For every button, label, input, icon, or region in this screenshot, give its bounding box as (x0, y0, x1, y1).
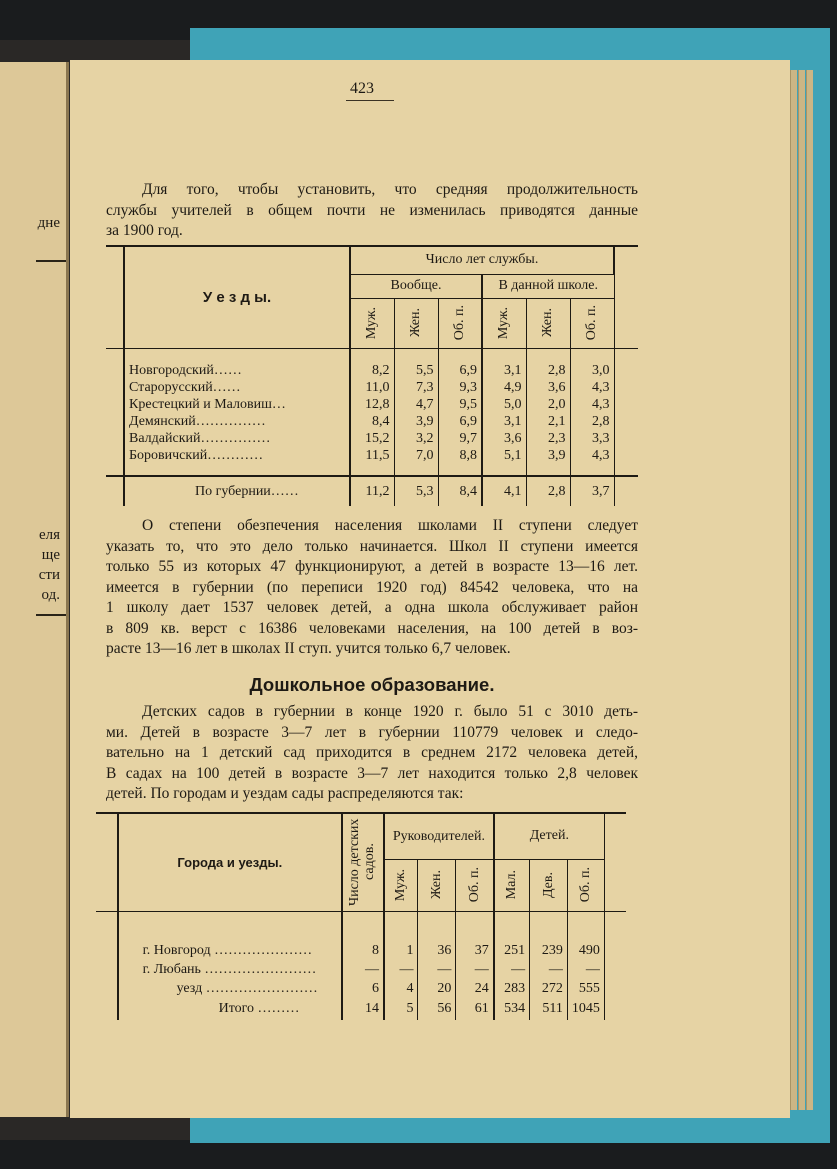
cell: 2,0 (526, 396, 570, 413)
column-header: Муж. (364, 306, 380, 340)
cell: 1 (384, 941, 418, 960)
column-header: Жен. (408, 308, 423, 338)
row-name: Крестецкий и Маловиш… (124, 396, 350, 413)
cell: 4,3 (570, 379, 614, 396)
text-line: ми. Детей в возрасте 3—7 лет в губернии 110779 человек и следо- (106, 723, 638, 741)
text-line: детей. По городам и уездам сады распределяются так: (106, 785, 464, 802)
cell: 56 (418, 998, 456, 1020)
cell: 15,2 (350, 430, 394, 447)
text-line: Детских садов в губернии в конце 1920 г. было 51 с 3010 деть- (142, 703, 638, 720)
row-name: г. Новгород ………………… (118, 941, 342, 960)
section-heading: Дошкольное образование. (249, 674, 495, 695)
table-total-row (96, 998, 626, 1020)
row-name: Валдайский…………… (124, 430, 350, 447)
left-page-rule (36, 614, 66, 616)
row-name: Новгородский…… (124, 362, 350, 379)
table-row (106, 413, 638, 430)
cell: 511 (530, 998, 568, 1020)
cell: — (384, 960, 418, 979)
cell: 4,3 (570, 396, 614, 413)
text-line: имеется в губернии (по переписи 1920 год) 84542 человека, что на (106, 578, 638, 596)
cell: 61 (456, 998, 494, 1020)
cell: — (530, 960, 568, 979)
cell: 2,8 (526, 476, 570, 506)
cell: 3,0 (570, 362, 614, 379)
text-line: за 1900 год. (106, 222, 183, 239)
row-name: Боровичский………… (124, 447, 350, 464)
cell: 3,7 (570, 476, 614, 506)
page-number: 423 (350, 80, 374, 97)
cell: — (494, 960, 530, 979)
cell: 4,9 (482, 379, 526, 396)
cell: 7,3 (394, 379, 438, 396)
group-header-children: Детей. (494, 813, 605, 859)
left-page-fragment: еля (38, 527, 60, 543)
column-header: Муж. (496, 306, 512, 340)
cell: 37 (456, 941, 494, 960)
cell: 9,3 (438, 379, 482, 396)
text-line: 1 школу дает 1537 человек детей, а одна школа обслуживает район (106, 599, 638, 616)
table-row (96, 960, 626, 979)
row-name: г. Любань …………………… (118, 960, 342, 979)
cell: 6 (342, 979, 384, 998)
subheader-general: Вообще. (350, 274, 482, 298)
cell: 555 (567, 979, 604, 998)
cell: — (342, 960, 384, 979)
cell: 3,9 (526, 447, 570, 464)
second-paragraph (106, 516, 638, 660)
cell: 8,8 (438, 447, 482, 464)
text-line: О степени обезпечения населения школами II ступени следует (142, 517, 638, 534)
cell: 5,5 (394, 362, 438, 379)
table-row (106, 379, 638, 396)
left-page-rule (36, 260, 66, 262)
text-line: только 55 из которых 47 функционируют, а детей в возрасте 13—16 лет. (106, 558, 638, 575)
cell: 24 (456, 979, 494, 998)
column-header-kindergartens: Число детских садов. (347, 818, 378, 906)
cell: 251 (494, 941, 530, 960)
text-line: вательно на 1 детский сад приходится в среднем 2172 человека детей, (106, 744, 638, 761)
text-line: указать то, что это дело только начинается. Школ II ступени имеется (106, 537, 638, 555)
cell: 4,1 (482, 476, 526, 506)
cell: 9,5 (438, 396, 482, 413)
cell: — (456, 960, 494, 979)
cell: 11,0 (350, 379, 394, 396)
cell: 5,1 (482, 447, 526, 464)
cell: 20 (418, 979, 456, 998)
third-paragraph (106, 702, 638, 805)
row-name: уезд …………………… (118, 979, 342, 998)
row-name: Итого ……… (118, 998, 342, 1020)
cell: 490 (567, 941, 604, 960)
table-row (106, 362, 638, 379)
cell: 11,5 (350, 447, 394, 464)
cell: 4,7 (394, 396, 438, 413)
table-row (106, 430, 638, 447)
cell: 4 (384, 979, 418, 998)
column-header: Жен. (540, 308, 555, 338)
cell: 3,1 (482, 413, 526, 430)
service-years-table (106, 245, 638, 506)
subheader-this-school: В данной школе. (482, 274, 614, 298)
page-number-rule (346, 100, 394, 101)
row-name: По губернии…… (124, 476, 350, 506)
left-page-fragment: сти (38, 567, 60, 583)
page-edges (798, 70, 805, 1110)
table-row (96, 979, 626, 998)
cell: 11,2 (350, 476, 394, 506)
cell: 534 (494, 998, 530, 1020)
cell: 2,8 (570, 413, 614, 430)
left-page-fragment: ще (41, 547, 60, 563)
cell: 9,7 (438, 430, 482, 447)
cell: 3,9 (394, 413, 438, 430)
kindergartens-table (96, 812, 626, 1020)
cell: 7,0 (394, 447, 438, 464)
table-total-row (106, 476, 638, 506)
cell: 5,0 (482, 396, 526, 413)
cell: 2,3 (526, 430, 570, 447)
page-edges (806, 70, 813, 1110)
cell: 3,2 (394, 430, 438, 447)
column-header: Об. п. (584, 305, 599, 341)
cell: 12,8 (350, 396, 394, 413)
cell: 36 (418, 941, 456, 960)
column-header: Жен. (428, 870, 444, 900)
cell: 8 (342, 941, 384, 960)
cell: 2,8 (526, 362, 570, 379)
column-header-uezdy: У е з д ы. (124, 246, 350, 348)
column-header-places: Города и уезды. (118, 813, 342, 911)
table-row (96, 941, 626, 960)
group-header-leaders: Руководителей. (384, 813, 494, 859)
row-name: Старорусский…… (124, 379, 350, 396)
column-header: Дев. (540, 871, 556, 899)
cell: 3,6 (482, 430, 526, 447)
column-header: Об. п. (466, 867, 482, 903)
cell: 283 (494, 979, 530, 998)
cell: 8,4 (438, 476, 482, 506)
cell: — (418, 960, 456, 979)
cell: 4,3 (570, 447, 614, 464)
cell: 2,1 (526, 413, 570, 430)
cell: 239 (530, 941, 568, 960)
cell: 272 (530, 979, 568, 998)
left-page-fragment: дне (37, 215, 60, 231)
intro-paragraph (106, 180, 638, 242)
text-line: В садах на 100 детей в возрасте 3—7 лет находится только 2,8 человек (106, 764, 638, 782)
column-header: Муж. (393, 868, 409, 902)
row-name: Демянский…………… (124, 413, 350, 430)
cell: 8,4 (350, 413, 394, 430)
page-edges (790, 70, 797, 1110)
cell: 14 (342, 998, 384, 1020)
cell: 6,9 (438, 362, 482, 379)
column-header: Об. п. (577, 867, 593, 903)
left-page-fragment: од. (41, 587, 60, 603)
cell: 5,3 (394, 476, 438, 506)
text-line: службы учителей в общем почти не изменилась приводятся данные (106, 201, 638, 219)
text-line: в 809 кв. верст с 16386 человеками населения, на 100 детей в воз- (106, 619, 638, 637)
table-row (106, 447, 638, 464)
cell: — (567, 960, 604, 979)
text-line: расте 13—16 лет в школах II ступ. учится только 6,7 человек. (106, 640, 511, 657)
left-page (0, 62, 69, 1117)
text-line: Для того, чтобы установить, что средняя продолжительность (142, 181, 638, 198)
cell: 3,6 (526, 379, 570, 396)
cell: 3,3 (570, 430, 614, 447)
group-header-service-years: Число лет службы. (350, 246, 614, 274)
cell: 5 (384, 998, 418, 1020)
cell: 3,1 (482, 362, 526, 379)
column-header: Об. п. (451, 305, 467, 341)
cell: 1045 (567, 998, 604, 1020)
table-row (106, 396, 638, 413)
column-header: Мал. (503, 870, 519, 900)
cell: 6,9 (438, 413, 482, 430)
cell: 8,2 (350, 362, 394, 379)
